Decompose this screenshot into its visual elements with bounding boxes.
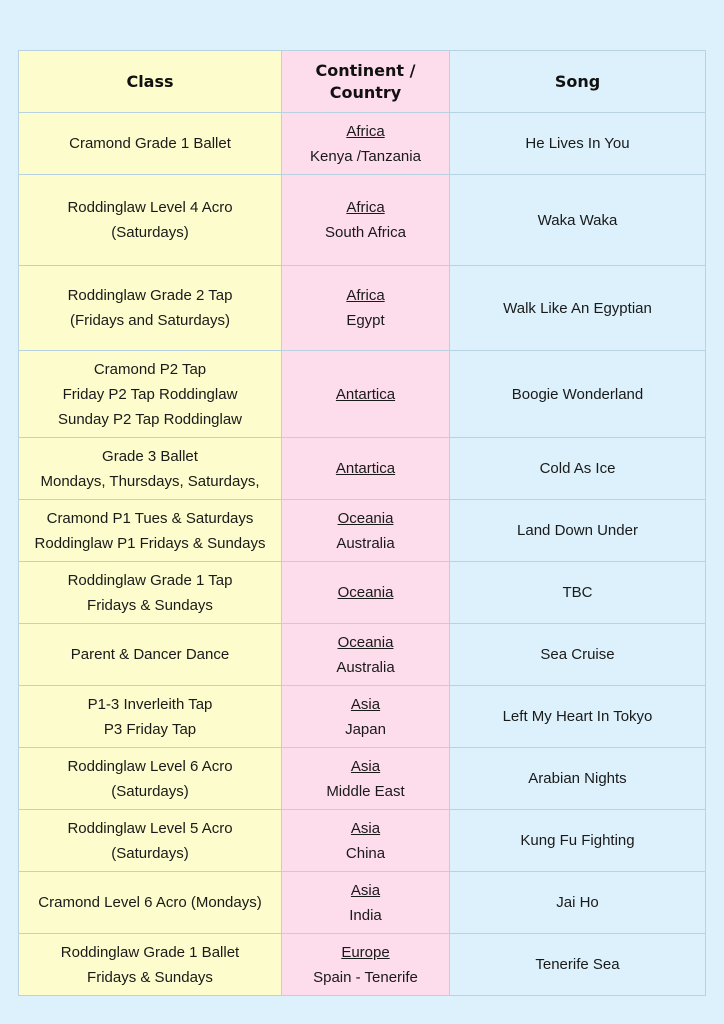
class-cell <box>19 624 282 686</box>
class-line: Fridays & Sundays <box>87 968 213 986</box>
class-cell <box>19 438 282 500</box>
continent-cell <box>282 500 450 562</box>
song-cell: Sea Cruise <box>450 624 706 686</box>
continent-cell <box>282 810 450 872</box>
class-cell <box>19 748 282 810</box>
header-row <box>19 51 706 113</box>
continent-name: Antartica <box>335 385 396 403</box>
country-name: Australia <box>336 658 395 676</box>
table-row <box>19 562 706 624</box>
class-cell <box>19 175 282 266</box>
class-cell <box>19 562 282 624</box>
country-name: Kenya /Tanzania <box>310 147 421 165</box>
country-name: Egypt <box>346 312 385 329</box>
song-cell: Arabian Nights <box>450 748 706 810</box>
class-cell <box>19 351 282 438</box>
song-cell: Jai Ho <box>450 872 706 934</box>
continent-cell <box>282 438 450 500</box>
class-line: Cramond P2 Tap <box>93 360 207 378</box>
continent-cell <box>282 351 450 438</box>
table-row <box>19 351 706 438</box>
song-cell: Waka Waka <box>450 175 706 266</box>
continent-name: Africa <box>346 122 385 140</box>
table-row <box>19 686 706 748</box>
class-line: P3 Friday Tap <box>103 720 197 738</box>
country-name: Australia <box>336 534 395 552</box>
continent-cell <box>282 266 450 351</box>
song-cell: Cold As Ice <box>450 438 706 500</box>
continent-name: Oceania <box>337 584 394 601</box>
table-row <box>19 266 706 351</box>
continent-name: Oceania <box>337 509 394 527</box>
song-cell: Land Down Under <box>450 500 706 562</box>
continent-name: Antartica <box>335 460 396 477</box>
table-row <box>19 500 706 562</box>
class-line: Fridays & Sundays <box>87 596 213 614</box>
header-song: Song <box>450 51 706 113</box>
country-name: India <box>349 906 382 924</box>
class-line: Roddinglaw Level 5 Acro <box>67 819 233 837</box>
table-row <box>19 810 706 872</box>
song-cell: Left My Heart In Tokyo <box>450 686 706 748</box>
continent-name: Asia <box>350 757 381 775</box>
class-line: Friday P2 Tap Roddinglaw <box>62 385 238 403</box>
continent-name: Africa <box>346 287 385 304</box>
continent-name: Oceania <box>337 633 394 651</box>
table-row <box>19 748 706 810</box>
continent-cell <box>282 686 450 748</box>
continent-cell <box>282 113 450 175</box>
header-continent: Continent / Country <box>282 51 450 113</box>
continent-cell <box>282 624 450 686</box>
song-cell: Walk Like An Egyptian <box>450 266 706 351</box>
continent-name: Asia <box>350 819 381 837</box>
table-row <box>19 175 706 266</box>
country-name: China <box>345 844 386 862</box>
song-cell: Tenerife Sea <box>450 934 706 996</box>
table-row <box>19 624 706 686</box>
country-name: Japan <box>345 720 386 738</box>
class-line: Cramond Grade 1 Ballet <box>69 135 231 152</box>
continent-name: Africa <box>346 199 385 216</box>
continent-cell <box>282 872 450 934</box>
class-line: Parent & Dancer Dance <box>70 646 230 663</box>
class-line: Roddinglaw Grade 2 Tap <box>67 287 233 304</box>
class-line: Cramond P1 Tues & Saturdays <box>46 509 254 527</box>
class-line: Grade 3 Ballet <box>102 447 198 465</box>
class-cell <box>19 500 282 562</box>
country-name: Spain - Tenerife <box>313 968 418 986</box>
table-row <box>19 872 706 934</box>
class-line: Mondays, Thursdays, Saturdays, <box>40 472 260 490</box>
class-cell <box>19 810 282 872</box>
class-line: Roddinglaw Grade 1 Tap <box>67 571 233 589</box>
song-cell: He Lives In You <box>450 113 706 175</box>
song-cell: Boogie Wonderland <box>450 351 706 438</box>
class-cell <box>19 113 282 175</box>
class-line: Roddinglaw P1 Fridays & Sundays <box>34 534 266 552</box>
class-cell <box>19 934 282 996</box>
song-cell: TBC <box>450 562 706 624</box>
table-row <box>19 113 706 175</box>
table-row <box>19 934 706 996</box>
class-line: (Saturdays) <box>111 844 189 862</box>
continent-cell <box>282 562 450 624</box>
header-class: Class <box>19 51 282 113</box>
country-name: Middle East <box>326 782 405 800</box>
schedule-table <box>18 50 706 996</box>
class-line: Roddinglaw Grade 1 Ballet <box>60 943 240 961</box>
continent-name: Europe <box>341 943 390 961</box>
class-line: (Saturdays) <box>111 224 189 241</box>
class-cell <box>19 266 282 351</box>
class-cell <box>19 686 282 748</box>
class-line: Sunday P2 Tap Roddinglaw <box>57 410 243 428</box>
continent-name: Asia <box>350 695 381 713</box>
class-line: Roddinglaw Level 4 Acro <box>67 199 233 216</box>
continent-cell <box>282 934 450 996</box>
continent-cell <box>282 175 450 266</box>
class-line: (Saturdays) <box>111 782 189 800</box>
song-cell: Kung Fu Fighting <box>450 810 706 872</box>
class-cell <box>19 872 282 934</box>
class-line: (Fridays and Saturdays) <box>69 312 231 329</box>
continent-name: Asia <box>350 881 381 899</box>
continent-cell <box>282 748 450 810</box>
class-line: Cramond Level 6 Acro (Mondays) <box>38 894 262 911</box>
country-name: South Africa <box>325 224 406 241</box>
class-line: Roddinglaw Level 6 Acro <box>67 757 233 775</box>
table-row <box>19 438 706 500</box>
class-line: P1-3 Inverleith Tap <box>87 695 213 713</box>
